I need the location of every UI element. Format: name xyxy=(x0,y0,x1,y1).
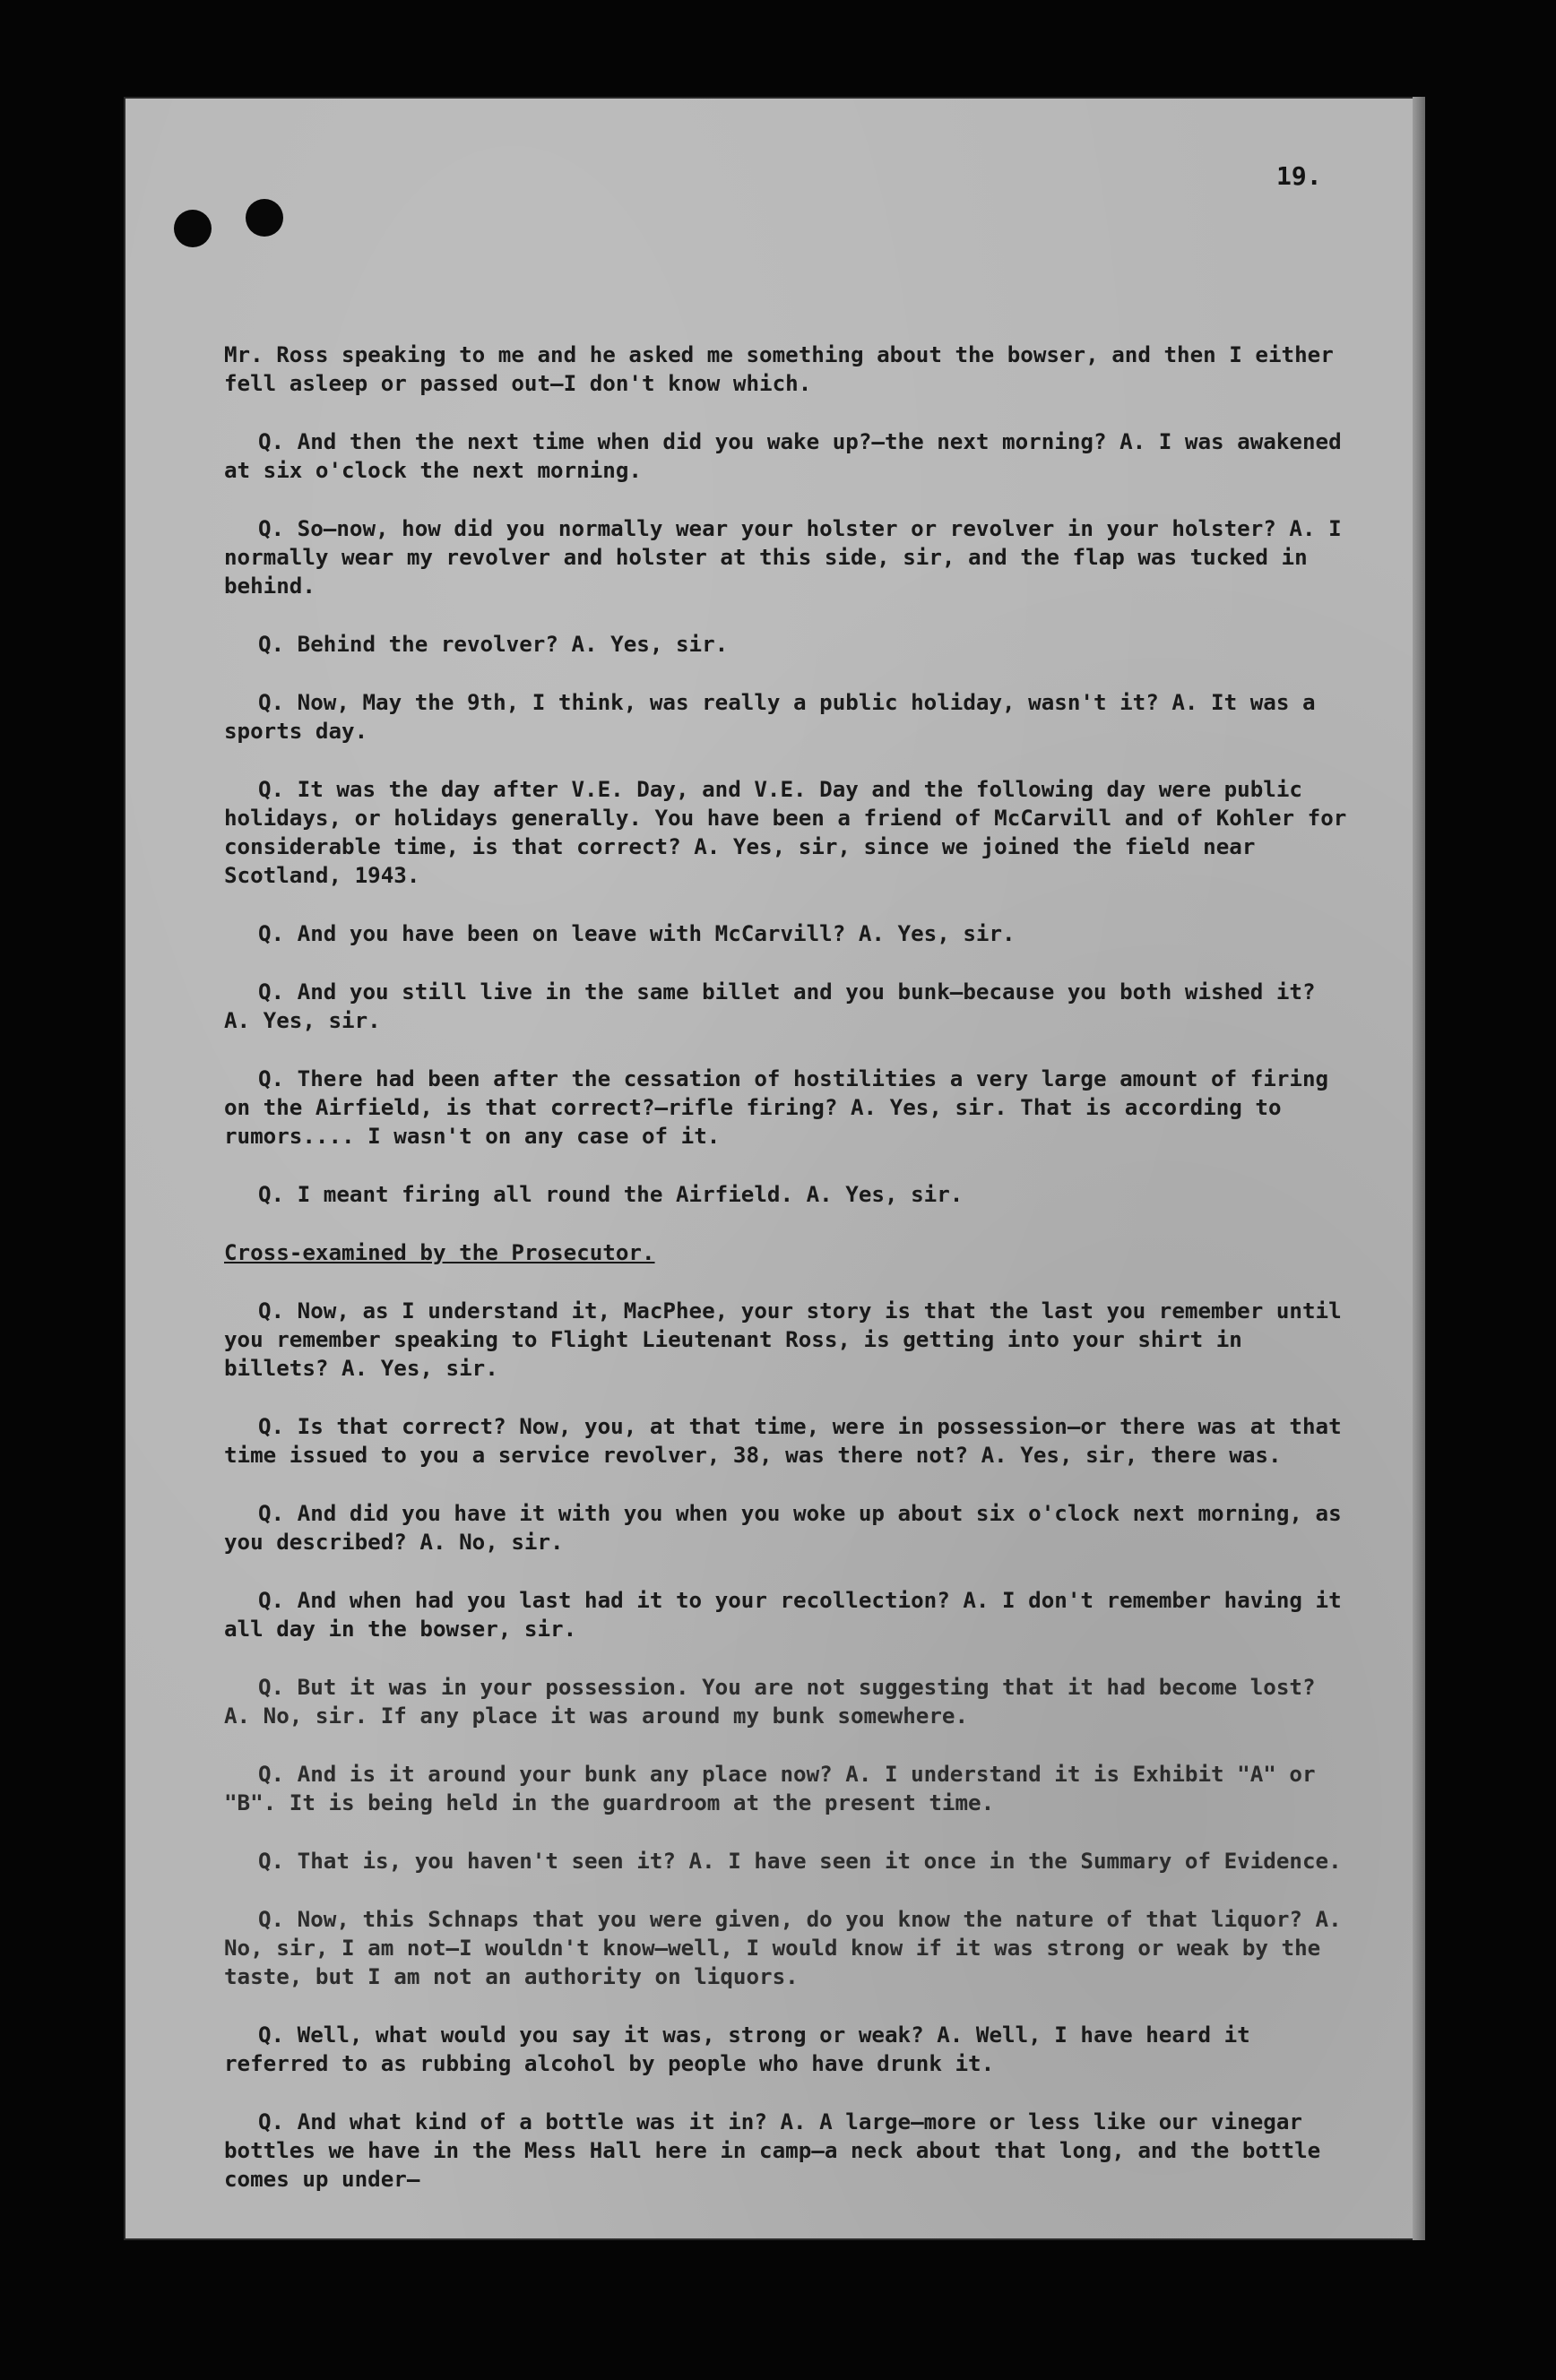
punch-hole-icon xyxy=(246,199,283,237)
paragraph: Q. And you have been on leave with McCarvill? A. Yes, sir. xyxy=(258,921,1016,946)
paragraph: Q. I meant firing all round the Airfield. A. Yes, sir. xyxy=(258,1182,964,1207)
paragraph: Q. And you still live in the same billet and you bunk—because you both wished it? A. Yes, sir. xyxy=(224,979,1316,1033)
paragraph: Q. And what kind of a bottle was it in? A. A large—more or less like our vinegar bottles we have in the Mess Hall here in camp—a neck about that long, and the bottle comes up under— xyxy=(224,2109,1321,2192)
transcript-body xyxy=(224,341,1353,2223)
paragraph: Mr. Ross speaking to me and he asked me something about the bowser, and then I either fell asleep or passed out—I don't know which. xyxy=(224,342,1334,396)
punch-hole-icon xyxy=(174,210,212,247)
paragraph: Q. Now, as I understand it, MacPhee, your story is that the last you remember until you remember speaking to Flight Lieutenant Ross, is getting into your shirt in billets? A. Yes, sir. xyxy=(224,1298,1342,1381)
paragraph: Q. That is, you haven't seen it? A. I have seen it once in the Summary of Evidence. xyxy=(258,1849,1342,1874)
paragraph: Q. Now, May the 9th, I think, was really a public holiday, wasn't it? A. It was a sports day. xyxy=(224,690,1316,744)
paragraph: Q. But it was in your possession. You are not suggesting that it had become lost? A. No, sir. If any place it was around my bunk somewhere. xyxy=(224,1675,1316,1729)
page-number: 19. xyxy=(1276,161,1322,191)
paragraph: Q. Is that correct? Now, you, at that time, were in possession—or there was at that time issued to you a service revolver, 38, was there not? A. Yes, sir, there was. xyxy=(224,1414,1342,1468)
paragraph: Q. Well, what would you say it was, strong or weak? A. Well, I have heard it referred to as rubbing alcohol by people who have drunk it. xyxy=(224,2022,1250,2076)
paragraph: Q. It was the day after V.E. Day, and V.E. Day and the following day were public holidays, or holidays generally. You have been a friend of McCarvill and of Kohler for considerable time, is that correct? A. Yes, sir, since we joined the field near Scotland, 1943. xyxy=(224,777,1347,888)
paragraph: Q. And then the next time when did you wake up?—the next morning? A. I was awakened at six o'clock the next morning. xyxy=(224,429,1342,483)
paragraph: Q. So—now, how did you normally wear your holster or revolver in your holster? A. I normally wear my revolver and holster at this side, sir, and the flap was tucked in behind. xyxy=(224,516,1342,599)
paragraph: Q. Behind the revolver? A. Yes, sir. xyxy=(258,632,729,657)
paragraph: Q. And is it around your bunk any place now? A. I understand it is Exhibit "A" or "B". It is being held in the guardroom at the present time. xyxy=(224,1762,1316,1815)
paragraph: Q. And did you have it with you when you woke up about six o'clock next morning, as you described? A. No, sir. xyxy=(224,1501,1342,1555)
section-heading: Cross-examined by the Prosecutor. xyxy=(224,1240,655,1265)
paragraph: Q. And when had you last had it to your recollection? A. I don't remember having it all day in the bowser, sir. xyxy=(224,1588,1342,1642)
page-edge-shadow xyxy=(1413,97,1425,2240)
paragraph: Q. Now, this Schnaps that you were given, do you know the nature of that liquor? A. No, sir, I am not—I wouldn't know—well, I would know if it was strong or weak by the taste, but I am not an authority on liquors. xyxy=(224,1907,1342,1989)
paragraph: Q. There had been after the cessation of hostilities a very large amount of firing on the Airfield, is that correct?—rifle firing? A. Yes, sir. That is according to rumors.... I wasn't on any case of it. xyxy=(224,1066,1329,1149)
